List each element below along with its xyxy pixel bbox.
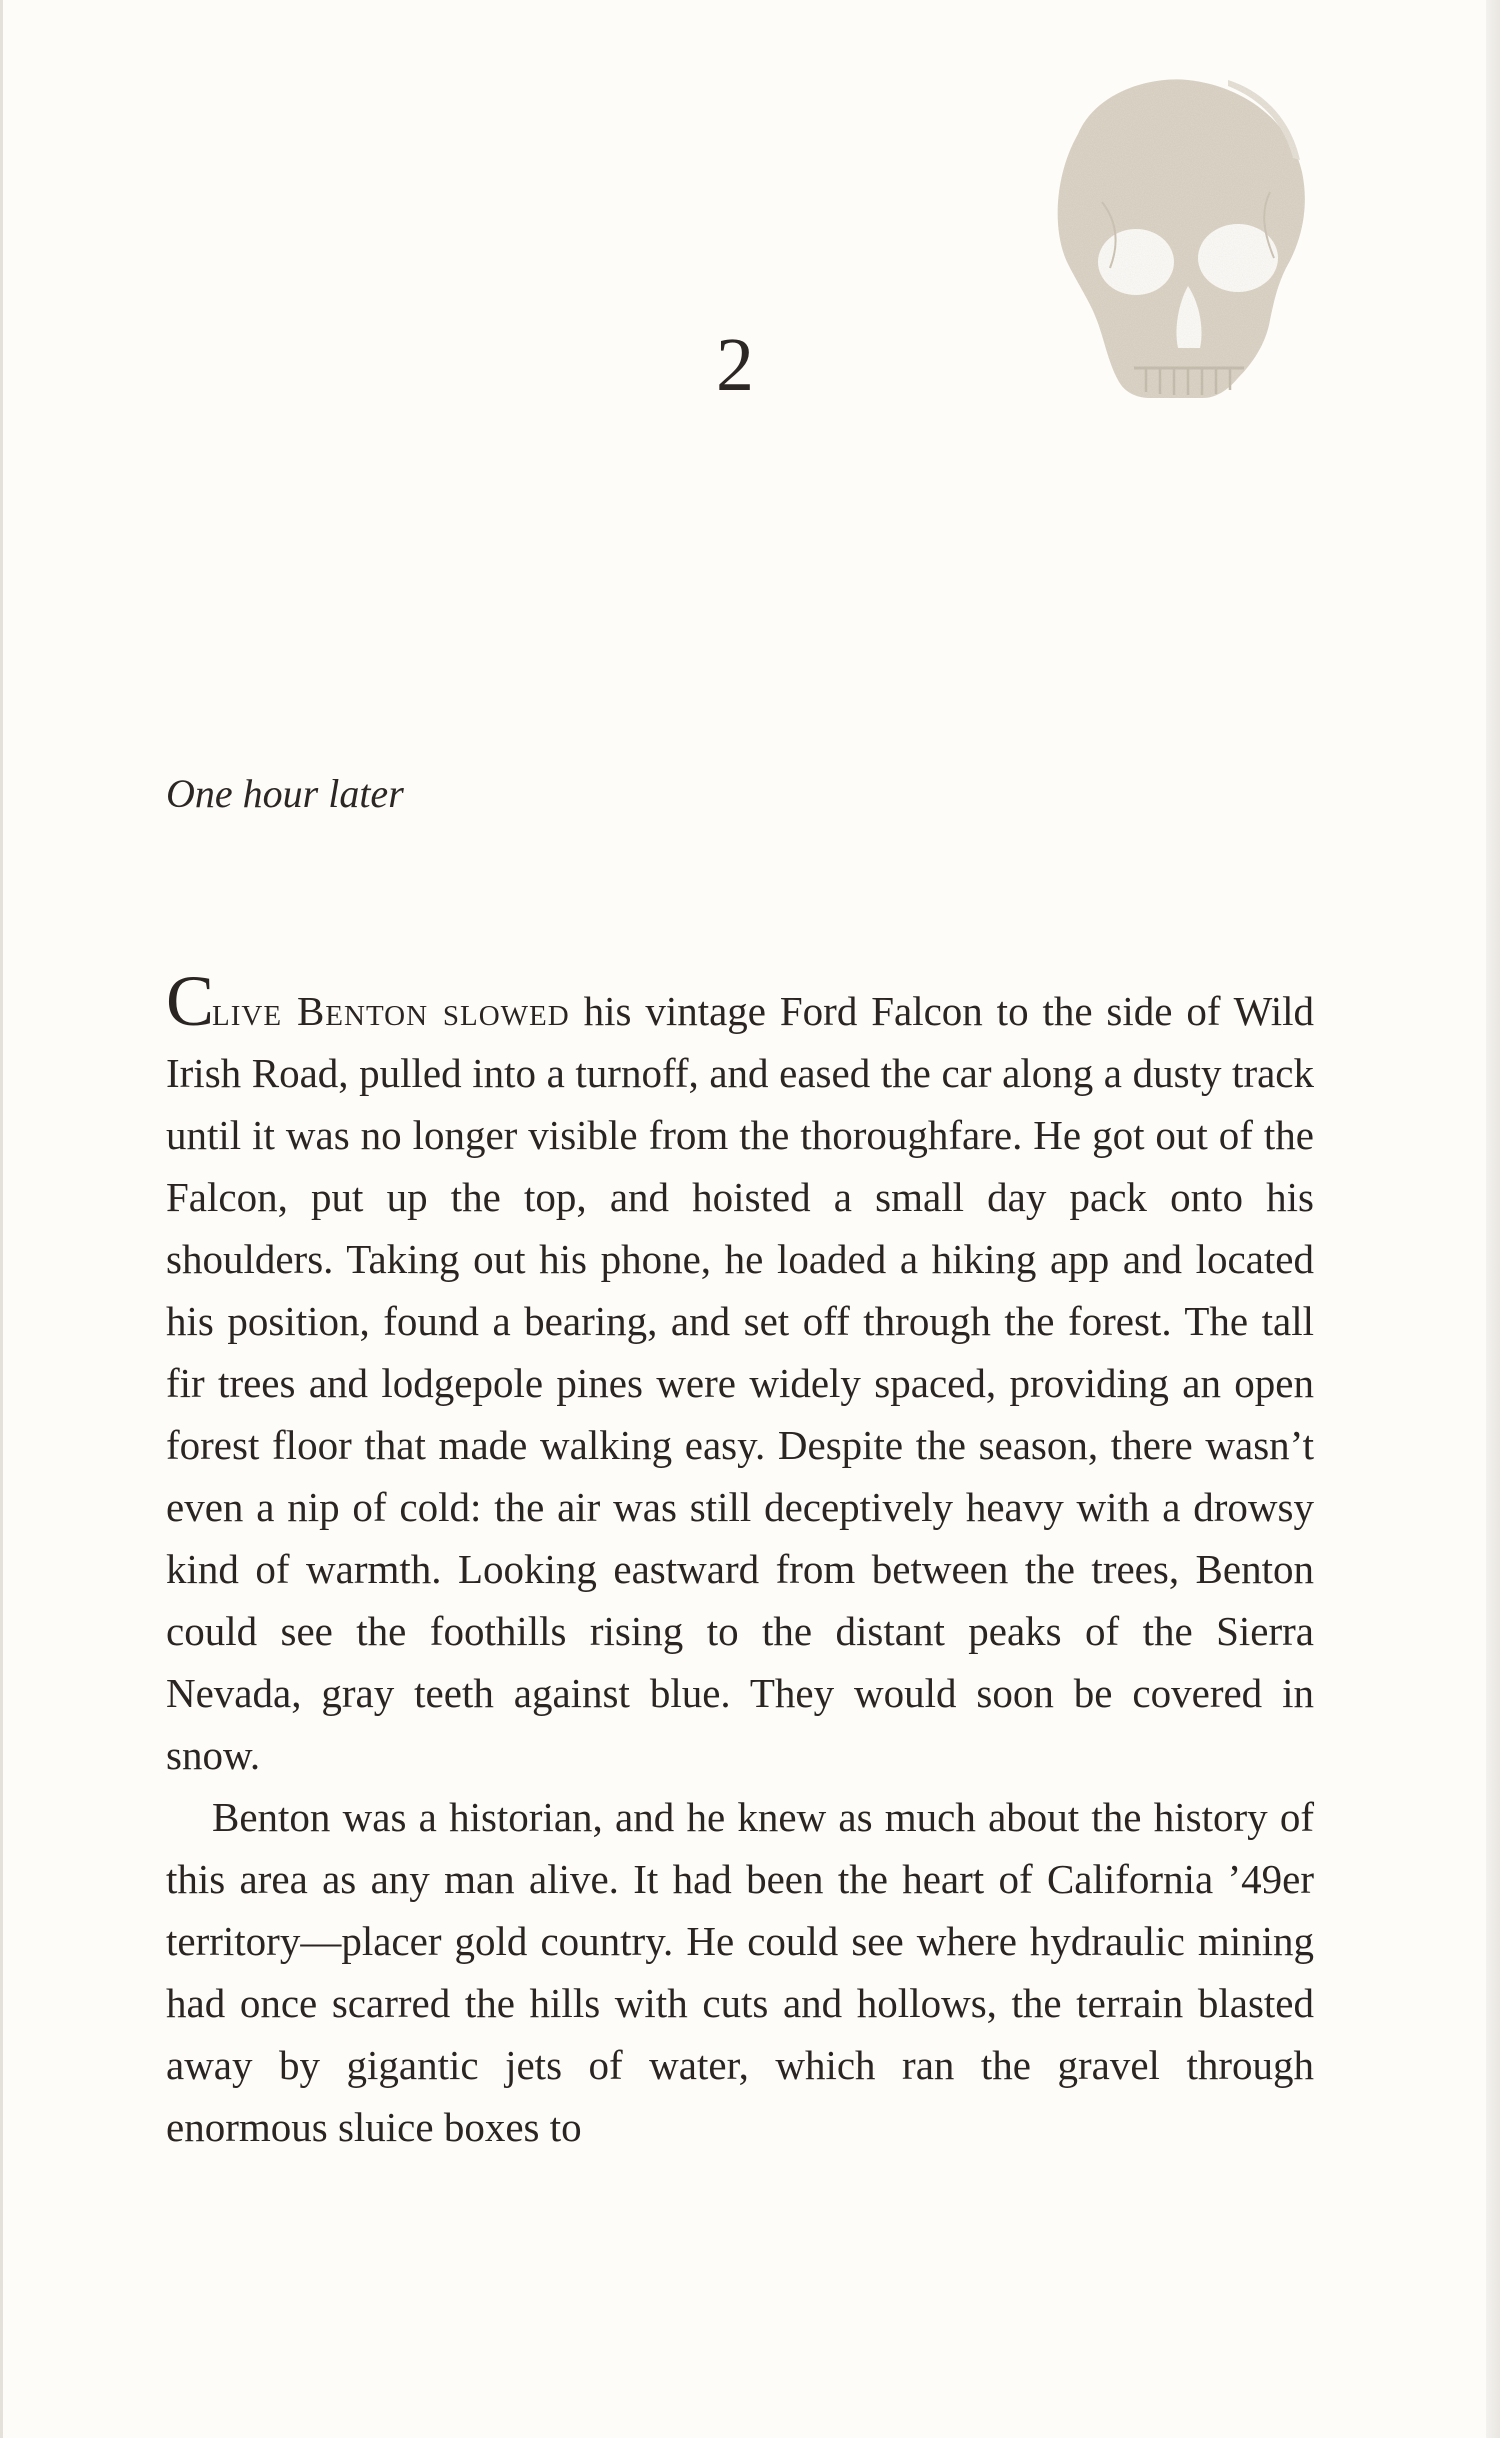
page-edge-right [1486,0,1500,2438]
chapter-body [166,961,1314,2158]
time-marker: One hour later [166,771,404,816]
chapter-number: 2 [716,323,754,407]
paragraph-1 [166,961,1314,1786]
drop-cap: C [166,961,213,1041]
small-caps-opening: live Benton slowed [212,988,570,1034]
paragraph-1-text: his vintage Ford Falcon to the side of Wild Irish Road, pulled into a turnoff, and eased the car along a dusty track until it was no longer visible from the thoroughfare. He got out of the Falcon, put up the top, and hoisted a small day pack onto his shoulders. Taking out his phone, he loaded a hiking app and located his position, found a bearing, and set off through the forest. The tall fir trees and lodgepole pines were widely spaced, providing an open forest floor that made walking easy. Despite the season, there wasn’t even a nip of cold: the air was still deceptively heavy with a drowsy kind of warmth. Looking eastward from between the trees, Benton could see the foothills rising to the distant peaks of the Sierra Nevada, gray teeth against blue. They would soon be covered in snow. [166,988,1314,1778]
paragraph-2: Benton was a historian, and he knew as much about the history of this area as any man alive. It had been the heart of California ’49er territory—placer gold country. He could see where hydraulic mining had once scarred the hills with cuts and hollows, the terrain blasted away by gigantic jets of water, which ran the gravel through enormous sluice boxes to [166,1794,1314,2150]
